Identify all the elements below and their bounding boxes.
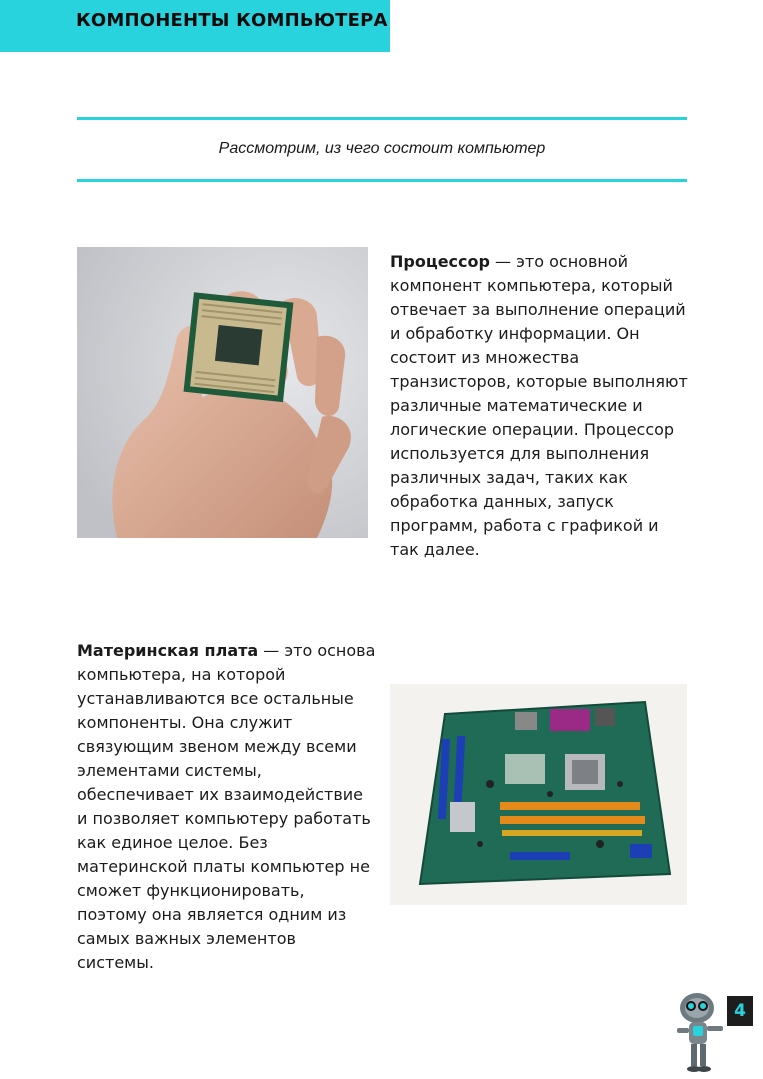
motherboard-description	[77, 639, 377, 975]
page-title: КОМПОНЕНТЫ КОМПЬЮТЕРА	[76, 10, 388, 31]
divider-bottom	[77, 179, 687, 182]
processor-photo	[77, 247, 368, 538]
motherboard-text: — это основа компьютера, на которой устанавливаются все остальные компоненты. Она служит связующим звеном между всеми элементами системы, обеспечивает их взаимодействие и позволяет компьютеру работать как единое целое. Без материнской платы компьютер не сможет функционировать, поэтому она является одним из самых важных элементов системы.	[77, 641, 376, 972]
processor-text: — это основной компонент компьютера, который отвечает за выполнение операций и обработку информации. Он состоит из множества транзисторов, которые выполняют различные математические и логические операции. Процессор используется для выполнения различных задач, таких как обработка данных, запуск программ, работа с графикой и так далее.	[390, 252, 688, 559]
motherboard-photo	[390, 684, 687, 905]
intro-subtitle: Рассмотрим, из чего состоит компьютер	[218, 140, 546, 157]
processor-description	[390, 250, 690, 562]
processor-term: Процессор	[390, 252, 490, 271]
motherboard-term: Материнская плата	[77, 641, 259, 660]
page-number: 4	[727, 996, 753, 1026]
divider-top	[77, 117, 687, 120]
